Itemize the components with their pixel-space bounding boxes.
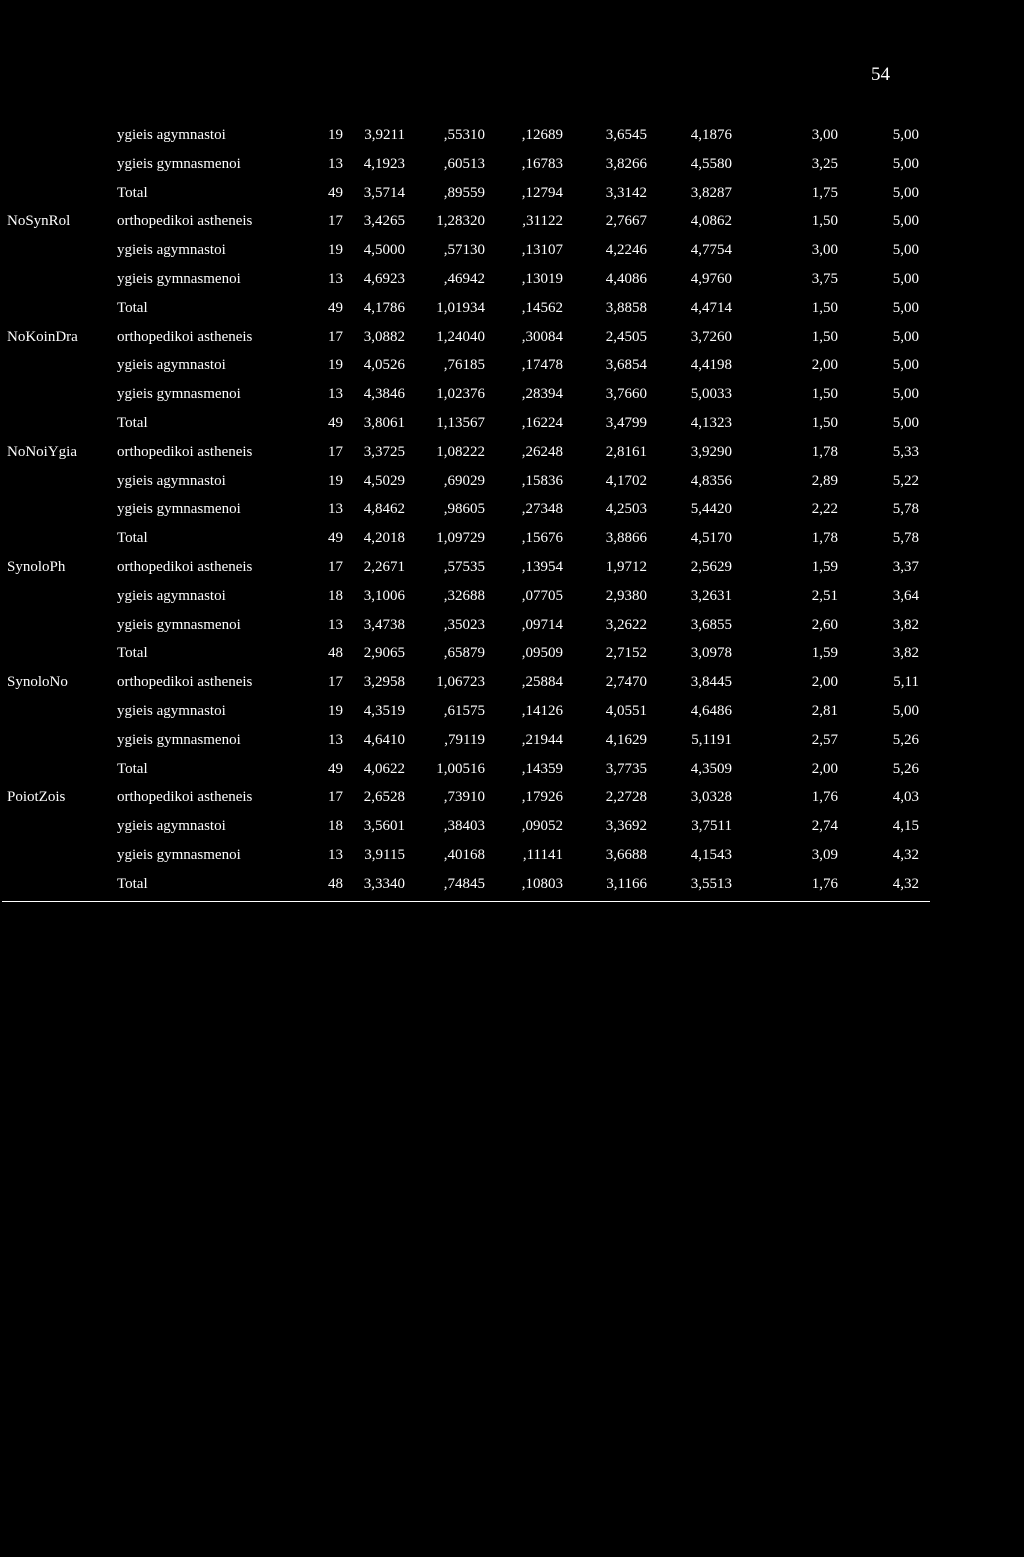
ci-upper-bound-cell: 3,0978 xyxy=(690,645,732,662)
maximum-cell: 5,00 xyxy=(892,242,919,259)
ci-lower-bound-cell: 2,7667 xyxy=(605,213,647,230)
ci-lower-bound-cell: 3,8858 xyxy=(605,299,647,316)
std-error-cell: ,28394 xyxy=(521,386,563,403)
maximum-cell: 4,32 xyxy=(892,875,919,892)
ci-upper-bound-cell: 3,8287 xyxy=(690,184,732,201)
table-row xyxy=(0,207,1024,236)
ci-lower-bound-cell: 3,7660 xyxy=(605,386,647,403)
group-name-cell: ygieis gymnasmenoi xyxy=(117,616,241,633)
n-cell: 19 xyxy=(328,357,343,374)
table-row xyxy=(0,121,1024,150)
maximum-cell: 5,00 xyxy=(892,386,919,403)
ci-upper-bound-cell: 4,8356 xyxy=(690,472,732,489)
ci-upper-bound-cell: 5,0033 xyxy=(690,386,732,403)
std-deviation-cell: 1,06723 xyxy=(436,674,485,691)
ci-upper-bound-cell: 4,1876 xyxy=(690,127,732,143)
mean-cell: 3,9115 xyxy=(364,846,405,863)
minimum-cell: 2,00 xyxy=(811,674,838,691)
ci-lower-bound-cell: 2,4505 xyxy=(605,328,647,345)
variable-name-cell: SynoloPh xyxy=(7,558,66,575)
std-error-cell: ,17926 xyxy=(521,789,563,806)
minimum-cell: 2,60 xyxy=(811,616,838,633)
minimum-cell: 2,57 xyxy=(811,731,838,748)
ci-upper-bound-cell: 5,4420 xyxy=(690,501,732,518)
mean-cell: 4,5000 xyxy=(363,242,405,259)
table-bottom-rule xyxy=(2,901,930,902)
std-error-cell: ,09509 xyxy=(521,645,563,662)
maximum-cell: 5,78 xyxy=(892,501,919,518)
table-row xyxy=(0,582,1024,611)
minimum-cell: 2,00 xyxy=(811,357,838,374)
page-number: 54 xyxy=(871,64,890,85)
mean-cell: 4,6410 xyxy=(363,731,405,748)
table-row xyxy=(0,380,1024,409)
mean-cell: 4,6923 xyxy=(363,270,405,287)
mean-cell: 3,4738 xyxy=(363,616,405,633)
table-row xyxy=(0,870,1024,899)
table-row xyxy=(0,236,1024,265)
minimum-cell: 3,00 xyxy=(811,242,838,259)
std-error-cell: ,10803 xyxy=(521,875,563,892)
maximum-cell: 5,00 xyxy=(892,270,919,287)
std-deviation-cell: ,57535 xyxy=(443,558,485,575)
ci-upper-bound-cell: 4,1543 xyxy=(690,846,732,863)
mean-cell: 2,6528 xyxy=(363,789,405,806)
ci-lower-bound-cell: 3,1166 xyxy=(606,875,647,892)
ci-upper-bound-cell: 4,1323 xyxy=(690,414,732,431)
minimum-cell: 1,59 xyxy=(811,558,838,575)
std-error-cell: ,17478 xyxy=(521,357,563,374)
ci-lower-bound-cell: 1,9712 xyxy=(605,558,647,575)
mean-cell: 4,3519 xyxy=(363,702,405,719)
n-cell: 49 xyxy=(328,760,343,777)
maximum-cell: 5,00 xyxy=(892,702,919,719)
std-deviation-cell: ,98605 xyxy=(443,501,485,518)
maximum-cell: 5,11 xyxy=(893,674,919,691)
ci-lower-bound-cell: 4,1629 xyxy=(605,731,647,748)
maximum-cell: 5,00 xyxy=(892,299,919,316)
ci-lower-bound-cell: 2,2728 xyxy=(605,789,647,806)
mean-cell: 3,0882 xyxy=(363,328,405,345)
group-name-cell: orthopedikoi astheneis xyxy=(117,558,253,575)
group-name-cell: orthopedikoi astheneis xyxy=(117,213,253,230)
std-deviation-cell: ,69029 xyxy=(443,472,485,489)
maximum-cell: 5,00 xyxy=(892,184,919,201)
mean-cell: 3,3340 xyxy=(363,875,405,892)
variable-name-cell: NoSynRol xyxy=(7,213,71,230)
std-deviation-cell: ,89559 xyxy=(443,184,485,201)
ci-lower-bound-cell: 2,7470 xyxy=(605,674,647,691)
ci-upper-bound-cell: 4,4198 xyxy=(690,357,732,374)
minimum-cell: 1,50 xyxy=(811,414,838,431)
group-name-cell: ygieis agymnastoi xyxy=(117,702,226,719)
table-row xyxy=(0,668,1024,697)
minimum-cell: 1,76 xyxy=(811,789,838,806)
group-name-cell: ygieis agymnastoi xyxy=(117,127,226,143)
n-cell: 49 xyxy=(328,530,343,547)
minimum-cell: 2,74 xyxy=(811,818,838,835)
mean-cell: 4,3846 xyxy=(363,386,405,403)
std-error-cell: ,27348 xyxy=(521,501,563,518)
ci-lower-bound-cell: 4,2246 xyxy=(605,242,647,259)
ci-upper-bound-cell: 4,5580 xyxy=(690,155,732,172)
table-row xyxy=(0,611,1024,640)
std-error-cell: ,13107 xyxy=(521,242,563,259)
table-row xyxy=(0,294,1024,323)
ci-upper-bound-cell: 4,5170 xyxy=(690,530,732,547)
n-cell: 17 xyxy=(328,789,343,806)
table-row xyxy=(0,841,1024,870)
maximum-cell: 5,33 xyxy=(892,443,919,460)
n-cell: 17 xyxy=(328,443,343,460)
n-cell: 19 xyxy=(328,127,343,143)
mean-cell: 4,1786 xyxy=(363,299,405,316)
table-row xyxy=(0,409,1024,438)
mean-cell: 4,0622 xyxy=(363,760,405,777)
n-cell: 17 xyxy=(328,213,343,230)
std-error-cell: ,14126 xyxy=(521,702,563,719)
ci-lower-bound-cell: 4,1702 xyxy=(605,472,647,489)
mean-cell: 3,5601 xyxy=(363,818,405,835)
mean-cell: 3,5714 xyxy=(363,184,405,201)
n-cell: 49 xyxy=(328,299,343,316)
std-error-cell: ,09052 xyxy=(521,818,563,835)
minimum-cell: 1,50 xyxy=(811,213,838,230)
ci-lower-bound-cell: 3,2622 xyxy=(605,616,647,633)
std-error-cell: ,25884 xyxy=(521,674,563,691)
ci-upper-bound-cell: 3,7260 xyxy=(690,328,732,345)
minimum-cell: 1,50 xyxy=(811,328,838,345)
n-cell: 19 xyxy=(328,702,343,719)
minimum-cell: 3,00 xyxy=(811,127,838,143)
minimum-cell: 2,22 xyxy=(811,501,838,518)
std-deviation-cell: 1,28320 xyxy=(436,213,485,230)
variable-name-cell: NoNoiYgia xyxy=(7,443,77,460)
group-name-cell: Total xyxy=(117,299,148,316)
table-row xyxy=(0,726,1024,755)
ci-lower-bound-cell: 2,7152 xyxy=(605,645,647,662)
variable-name-cell: SynoloNo xyxy=(7,674,68,691)
group-name-cell: orthopedikoi astheneis xyxy=(117,328,253,345)
table-row xyxy=(0,467,1024,496)
group-name-cell: ygieis gymnasmenoi xyxy=(117,731,241,748)
group-name-cell: ygieis gymnasmenoi xyxy=(117,155,241,172)
minimum-cell: 1,59 xyxy=(811,645,838,662)
maximum-cell: 5,00 xyxy=(892,213,919,230)
maximum-cell: 5,22 xyxy=(892,472,919,489)
ci-lower-bound-cell: 4,0551 xyxy=(605,702,647,719)
maximum-cell: 4,15 xyxy=(892,818,919,835)
maximum-cell: 5,26 xyxy=(892,731,919,748)
minimum-cell: 3,09 xyxy=(811,846,838,863)
std-error-cell: ,31122 xyxy=(522,213,563,230)
group-name-cell: Total xyxy=(117,760,148,777)
maximum-cell: 5,26 xyxy=(892,760,919,777)
n-cell: 49 xyxy=(328,184,343,201)
n-cell: 13 xyxy=(328,270,343,287)
ci-lower-bound-cell: 3,4799 xyxy=(605,414,647,431)
ci-upper-bound-cell: 5,1191 xyxy=(691,731,732,748)
n-cell: 18 xyxy=(328,587,343,604)
n-cell: 17 xyxy=(328,328,343,345)
maximum-cell: 3,64 xyxy=(892,587,919,604)
std-deviation-cell: ,46942 xyxy=(443,270,485,287)
std-deviation-cell: 1,08222 xyxy=(436,443,485,460)
ci-upper-bound-cell: 3,6855 xyxy=(690,616,732,633)
table-row xyxy=(0,323,1024,352)
table-row xyxy=(0,150,1024,179)
n-cell: 17 xyxy=(328,674,343,691)
std-error-cell: ,21944 xyxy=(521,731,563,748)
group-name-cell: ygieis agymnastoi xyxy=(117,472,226,489)
minimum-cell: 1,78 xyxy=(811,530,838,547)
maximum-cell: 5,00 xyxy=(892,357,919,374)
group-name-cell: Total xyxy=(117,184,148,201)
table-row xyxy=(0,524,1024,553)
std-deviation-cell: ,32688 xyxy=(443,587,485,604)
std-deviation-cell: 1,13567 xyxy=(436,414,485,431)
std-deviation-cell: 1,09729 xyxy=(436,530,485,547)
std-deviation-cell: 1,02376 xyxy=(436,386,485,403)
std-deviation-cell: 1,00516 xyxy=(436,760,485,777)
std-error-cell: ,15676 xyxy=(521,530,563,547)
ci-upper-bound-cell: 4,6486 xyxy=(690,702,732,719)
ci-lower-bound-cell: 3,7735 xyxy=(605,760,647,777)
std-deviation-cell: 1,01934 xyxy=(436,299,485,316)
ci-lower-bound-cell: 2,8161 xyxy=(605,443,647,460)
n-cell: 13 xyxy=(328,155,343,172)
ci-upper-bound-cell: 3,7511 xyxy=(691,818,732,835)
table-row xyxy=(0,265,1024,294)
maximum-cell: 4,32 xyxy=(892,846,919,863)
maximum-cell: 5,00 xyxy=(892,127,919,143)
std-error-cell: ,14562 xyxy=(521,299,563,316)
std-error-cell: ,16783 xyxy=(521,155,563,172)
maximum-cell: 5,00 xyxy=(892,414,919,431)
maximum-cell: 4,03 xyxy=(892,789,919,806)
ci-upper-bound-cell: 3,8445 xyxy=(690,674,732,691)
n-cell: 13 xyxy=(328,731,343,748)
std-deviation-cell: ,74845 xyxy=(443,875,485,892)
ci-upper-bound-cell: 3,5513 xyxy=(690,875,732,892)
n-cell: 19 xyxy=(328,472,343,489)
ci-upper-bound-cell: 3,9290 xyxy=(690,443,732,460)
ci-lower-bound-cell: 3,3142 xyxy=(605,184,647,201)
std-error-cell: ,30084 xyxy=(521,328,563,345)
n-cell: 49 xyxy=(328,414,343,431)
ci-lower-bound-cell: 3,6545 xyxy=(605,127,647,143)
ci-upper-bound-cell: 3,0328 xyxy=(690,789,732,806)
table-row xyxy=(0,639,1024,668)
group-name-cell: orthopedikoi astheneis xyxy=(117,674,253,691)
group-name-cell: ygieis agymnastoi xyxy=(117,357,226,374)
minimum-cell: 3,75 xyxy=(811,270,838,287)
std-deviation-cell: ,79119 xyxy=(444,731,485,748)
ci-upper-bound-cell: 3,2631 xyxy=(690,587,732,604)
minimum-cell: 2,00 xyxy=(811,760,838,777)
ci-lower-bound-cell: 4,4086 xyxy=(605,270,647,287)
ci-lower-bound-cell: 3,6688 xyxy=(605,846,647,863)
std-deviation-cell: ,61575 xyxy=(443,702,485,719)
minimum-cell: 1,78 xyxy=(811,443,838,460)
ci-upper-bound-cell: 2,5629 xyxy=(690,558,732,575)
ci-lower-bound-cell: 3,8866 xyxy=(605,530,647,547)
group-name-cell: Total xyxy=(117,414,148,431)
ci-lower-bound-cell: 3,3692 xyxy=(605,818,647,835)
minimum-cell: 2,89 xyxy=(811,472,838,489)
group-name-cell: Total xyxy=(117,875,148,892)
std-deviation-cell: ,38403 xyxy=(443,818,485,835)
group-name-cell: ygieis agymnastoi xyxy=(117,587,226,604)
std-deviation-cell: ,65879 xyxy=(443,645,485,662)
std-deviation-cell: ,35023 xyxy=(443,616,485,633)
mean-cell: 4,1923 xyxy=(363,155,405,172)
descriptives-table xyxy=(0,121,1024,899)
table-row xyxy=(0,697,1024,726)
std-deviation-cell: ,55310 xyxy=(443,127,485,143)
minimum-cell: 2,51 xyxy=(811,587,838,604)
table-row xyxy=(0,351,1024,380)
group-name-cell: ygieis agymnastoi xyxy=(117,818,226,835)
mean-cell: 3,8061 xyxy=(363,414,405,431)
std-error-cell: ,11141 xyxy=(522,846,563,863)
group-name-cell: Total xyxy=(117,530,148,547)
std-error-cell: ,16224 xyxy=(521,414,563,431)
maximum-cell: 3,37 xyxy=(892,558,919,575)
mean-cell: 4,0526 xyxy=(363,357,405,374)
maximum-cell: 5,00 xyxy=(892,155,919,172)
variable-name-cell: PoiotZois xyxy=(7,789,66,806)
table-row xyxy=(0,812,1024,841)
ci-upper-bound-cell: 4,0862 xyxy=(690,213,732,230)
n-cell: 48 xyxy=(328,645,343,662)
table-row xyxy=(0,438,1024,467)
std-deviation-cell: ,57130 xyxy=(443,242,485,259)
group-name-cell: ygieis gymnasmenoi xyxy=(117,501,241,518)
n-cell: 13 xyxy=(328,501,343,518)
maximum-cell: 5,78 xyxy=(892,530,919,547)
ci-upper-bound-cell: 4,7754 xyxy=(690,242,732,259)
group-name-cell: Total xyxy=(117,645,148,662)
n-cell: 17 xyxy=(328,558,343,575)
mean-cell: 2,9065 xyxy=(363,645,405,662)
minimum-cell: 3,25 xyxy=(811,155,838,172)
mean-cell: 3,9211 xyxy=(364,127,405,143)
variable-name-cell: NoKoinDra xyxy=(7,328,78,345)
std-error-cell: ,09714 xyxy=(521,616,563,633)
ci-lower-bound-cell: 2,9380 xyxy=(605,587,647,604)
group-name-cell: orthopedikoi astheneis xyxy=(117,789,253,806)
std-deviation-cell: ,76185 xyxy=(443,357,485,374)
std-error-cell: ,26248 xyxy=(521,443,563,460)
minimum-cell: 1,50 xyxy=(811,299,838,316)
minimum-cell: 1,76 xyxy=(811,875,838,892)
minimum-cell: 2,81 xyxy=(811,702,838,719)
table-row xyxy=(0,553,1024,582)
table-row xyxy=(0,179,1024,208)
minimum-cell: 1,50 xyxy=(811,386,838,403)
std-error-cell: ,07705 xyxy=(521,587,563,604)
table-row xyxy=(0,755,1024,784)
ci-lower-bound-cell: 4,2503 xyxy=(605,501,647,518)
std-deviation-cell: ,40168 xyxy=(443,846,485,863)
std-error-cell: ,13019 xyxy=(521,270,563,287)
ci-upper-bound-cell: 4,9760 xyxy=(690,270,732,287)
maximum-cell: 3,82 xyxy=(892,616,919,633)
std-error-cell: ,12794 xyxy=(521,184,563,201)
minimum-cell: 1,75 xyxy=(811,184,838,201)
ci-upper-bound-cell: 4,4714 xyxy=(690,299,732,316)
std-deviation-cell: ,73910 xyxy=(443,789,485,806)
group-name-cell: ygieis gymnasmenoi xyxy=(117,270,241,287)
maximum-cell: 5,00 xyxy=(892,328,919,345)
mean-cell: 3,4265 xyxy=(363,213,405,230)
std-deviation-cell: 1,24040 xyxy=(436,328,485,345)
ci-lower-bound-cell: 3,6854 xyxy=(605,357,647,374)
std-error-cell: ,14359 xyxy=(521,760,563,777)
n-cell: 13 xyxy=(328,616,343,633)
mean-cell: 2,2671 xyxy=(363,558,405,575)
n-cell: 18 xyxy=(328,818,343,835)
std-error-cell: ,15836 xyxy=(521,472,563,489)
group-name-cell: orthopedikoi astheneis xyxy=(117,443,253,460)
group-name-cell: ygieis gymnasmenoi xyxy=(117,386,241,403)
mean-cell: 4,8462 xyxy=(363,501,405,518)
n-cell: 13 xyxy=(328,386,343,403)
n-cell: 48 xyxy=(328,875,343,892)
std-error-cell: ,13954 xyxy=(521,558,563,575)
ci-lower-bound-cell: 3,8266 xyxy=(605,155,647,172)
n-cell: 13 xyxy=(328,846,343,863)
group-name-cell: ygieis agymnastoi xyxy=(117,242,226,259)
group-name-cell: ygieis gymnasmenoi xyxy=(117,846,241,863)
table-row xyxy=(0,783,1024,812)
mean-cell: 3,1006 xyxy=(363,587,405,604)
mean-cell: 4,2018 xyxy=(363,530,405,547)
std-deviation-cell: ,60513 xyxy=(443,155,485,172)
std-error-cell: ,12689 xyxy=(521,127,563,143)
n-cell: 19 xyxy=(328,242,343,259)
table-row xyxy=(0,495,1024,524)
maximum-cell: 3,82 xyxy=(892,645,919,662)
mean-cell: 3,2958 xyxy=(363,674,405,691)
ci-upper-bound-cell: 4,3509 xyxy=(690,760,732,777)
mean-cell: 4,5029 xyxy=(363,472,405,489)
mean-cell: 3,3725 xyxy=(363,443,405,460)
